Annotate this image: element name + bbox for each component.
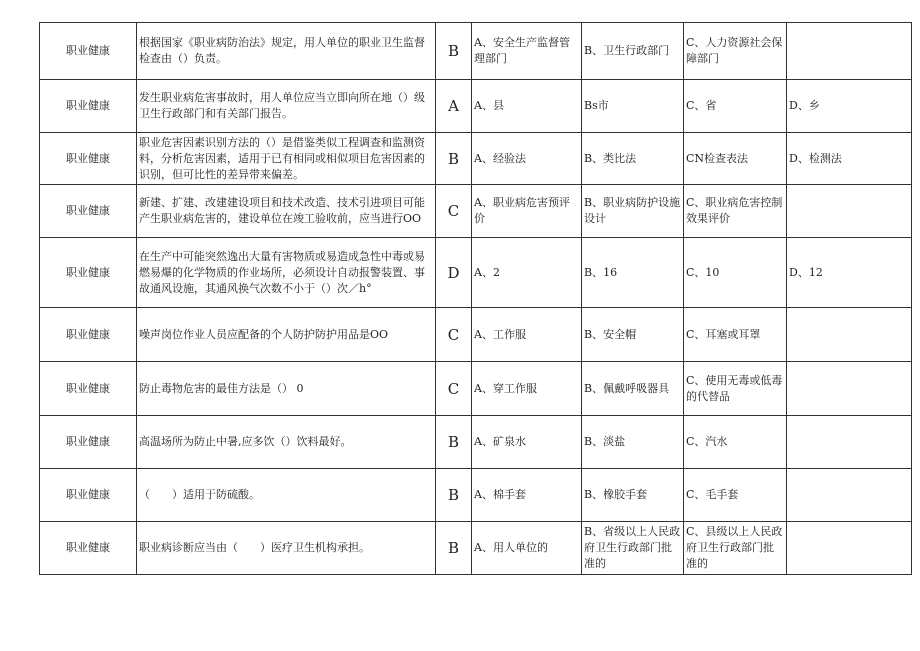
option-b-cell: Bs市 [582, 80, 684, 133]
option-a-cell: A、安全生产监督管理部门 [472, 23, 582, 80]
table-row [40, 522, 912, 575]
option-d-cell [787, 469, 912, 522]
question-cell: 新建、扩建、改建建设项目和技术改造、技术引进项目可能产生职业病危害的，建设单位在竣工验收前，应当进行OO [137, 185, 436, 238]
table-row [40, 23, 912, 80]
answer-cell: A [436, 80, 472, 133]
option-c-cell: C、汽水 [684, 416, 787, 469]
option-b-cell: B、淡盐 [582, 416, 684, 469]
option-b-cell: B、橡胶手套 [582, 469, 684, 522]
question-cell: 根据国家《职业病防治法》规定，用人单位的职业卫生监督检查由（）负责。 [137, 23, 436, 80]
answer-cell: B [436, 522, 472, 575]
answer-cell: D [436, 238, 472, 308]
category-cell: 职业健康 [40, 185, 137, 238]
option-d-cell [787, 362, 912, 416]
question-cell: 高温场所为防止中暑,应多饮（）饮料最好。 [137, 416, 436, 469]
question-cell: 噪声岗位作业人员应配备的个人防护防护用品是OO [137, 308, 436, 362]
option-b-cell: B、16 [582, 238, 684, 308]
option-a-cell: A、2 [472, 238, 582, 308]
option-b-cell: B、省级以上人民政府卫生行政部门批准的 [582, 522, 684, 575]
option-a-cell: A、矿泉水 [472, 416, 582, 469]
category-cell: 职业健康 [40, 80, 137, 133]
option-b-cell: B、类比法 [582, 133, 684, 185]
option-c-cell: C、职业病危害控制效果评价 [684, 185, 787, 238]
table-row [40, 308, 912, 362]
option-a-cell: A、用人单位的 [472, 522, 582, 575]
option-b-cell: B、佩戴呼吸器具 [582, 362, 684, 416]
option-c-cell: C、耳塞或耳罩 [684, 308, 787, 362]
answer-cell: C [436, 185, 472, 238]
table-row [40, 416, 912, 469]
answer-cell: C [436, 308, 472, 362]
option-d-cell [787, 522, 912, 575]
question-cell: （ ）适用于防硫酸。 [137, 469, 436, 522]
answer-cell: B [436, 23, 472, 80]
category-cell: 职业健康 [40, 308, 137, 362]
category-cell: 职业健康 [40, 238, 137, 308]
option-a-cell: A、县 [472, 80, 582, 133]
category-cell: 职业健康 [40, 416, 137, 469]
option-a-cell: A、穿工作服 [472, 362, 582, 416]
question-cell: 发生职业病危害事故时，用人单位应当立即向所在地（）级卫生行政部门和有关部门报告。 [137, 80, 436, 133]
category-cell: 职业健康 [40, 469, 137, 522]
table-row [40, 185, 912, 238]
table-row [40, 362, 912, 416]
question-cell: 在生产中可能突然逸出大量有害物质或易造成急性中毒或易燃易爆的化学物质的作业场所，必须设计自动报警装置、事故通风设施，其通风换气次数不小于（）次／h° [137, 238, 436, 308]
option-a-cell: A、经验法 [472, 133, 582, 185]
option-d-cell [787, 185, 912, 238]
option-c-cell: C、10 [684, 238, 787, 308]
option-a-cell: A、工作服 [472, 308, 582, 362]
option-a-cell: A、棉手套 [472, 469, 582, 522]
question-table [39, 22, 912, 575]
option-c-cell: C、使用无毒或低毒的代替品 [684, 362, 787, 416]
option-c-cell: C、县级以上人民政府卫生行政部门批准的 [684, 522, 787, 575]
option-c-cell: C、省 [684, 80, 787, 133]
option-b-cell: B、安全帽 [582, 308, 684, 362]
option-a-cell: A、职业病危害预评价 [472, 185, 582, 238]
option-d-cell: D、乡 [787, 80, 912, 133]
option-d-cell [787, 416, 912, 469]
table-row [40, 133, 912, 185]
answer-cell: B [436, 469, 472, 522]
option-d-cell [787, 23, 912, 80]
answer-cell: B [436, 133, 472, 185]
question-cell: 职业危害因素识别方法的（）是借鉴类似工程调查和监测资料，分析危害因素，适用于已有相同或相似项目危害因素的识别，但可比性的差异带来偏差。 [137, 133, 436, 185]
option-d-cell [787, 308, 912, 362]
question-cell: 职业病诊断应当由（ ）医疗卫生机构承担。 [137, 522, 436, 575]
answer-cell: C [436, 362, 472, 416]
question-cell: 防止毒物危害的最佳方法是（） 0 [137, 362, 436, 416]
category-cell: 职业健康 [40, 23, 137, 80]
category-cell: 职业健康 [40, 362, 137, 416]
option-d-cell: D、12 [787, 238, 912, 308]
table-row [40, 80, 912, 133]
answer-cell: B [436, 416, 472, 469]
category-cell: 职业健康 [40, 522, 137, 575]
option-d-cell: D、检测法 [787, 133, 912, 185]
option-b-cell: B、卫生行政部门 [582, 23, 684, 80]
option-c-cell: C、人力资源社会保障部门 [684, 23, 787, 80]
category-cell: 职业健康 [40, 133, 137, 185]
option-c-cell: C、毛手套 [684, 469, 787, 522]
table-row [40, 469, 912, 522]
table-row [40, 238, 912, 308]
option-b-cell: B、职业病防护设施设计 [582, 185, 684, 238]
option-c-cell: CN检查表法 [684, 133, 787, 185]
